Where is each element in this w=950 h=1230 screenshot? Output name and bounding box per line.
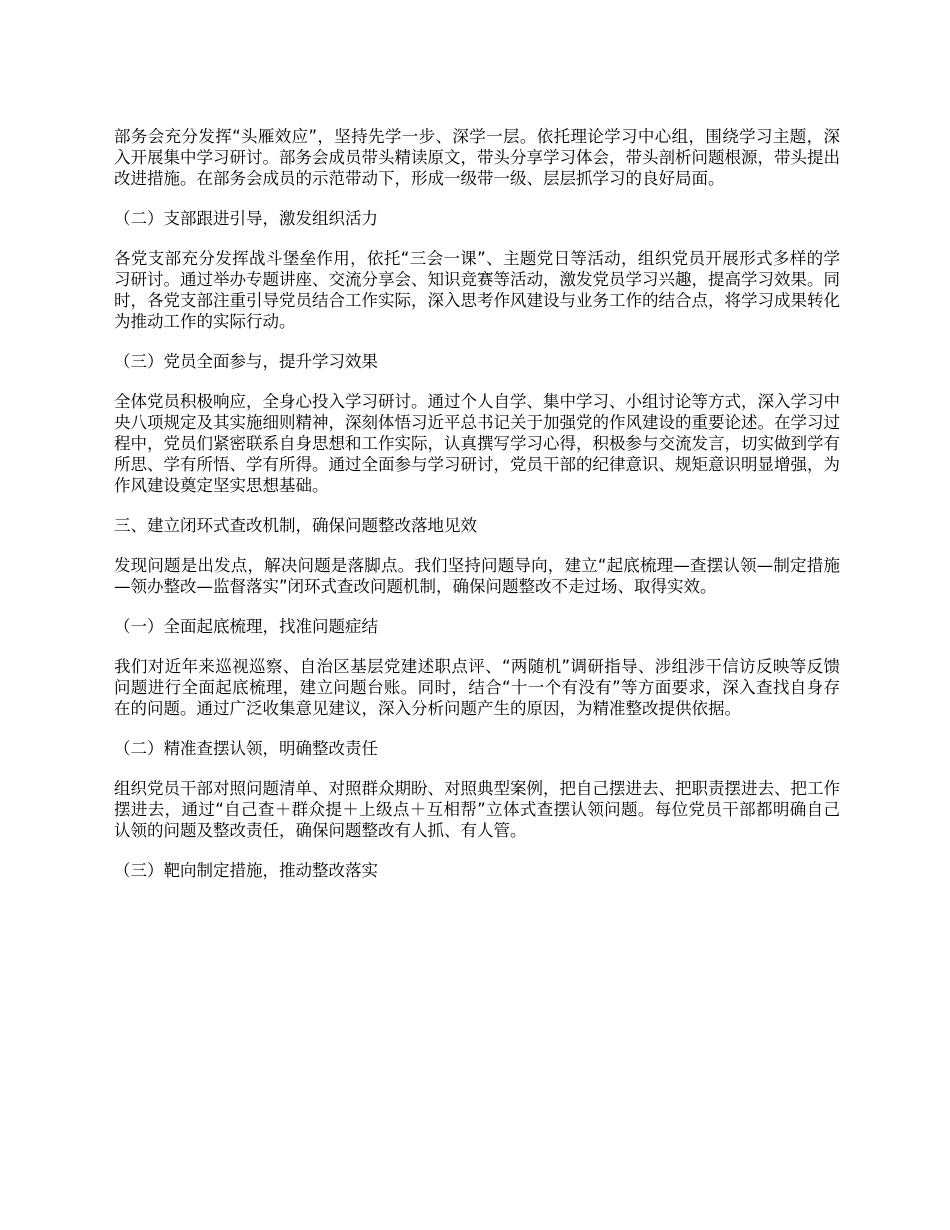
paragraph-branch-guidance: 各党支部充分发挥战斗堡垒作用，依托“三会一课”、主题党日等活动，组织党员开展形式多样的学习研讨。通过举办专题讲座、交流分享会、知识竞赛等活动，激发党员学习兴趣，提高学习效果。同时，各党支部注重引导党员结合工作实际，深入思考作风建设与业务工作的结合点，将学习成果转化为推动工作的实际行动。	[114, 249, 840, 331]
heading-precise-identification: （二）精准查摆认领，明确整改责任	[114, 739, 378, 758]
document-page	[114, 126, 840, 900]
heading-branch-guidance: （二）支部跟进引导，激发组织活力	[114, 209, 378, 228]
paragraph-section-three: 发现问题是出发点，解决问题是落脚点。我们坚持问题导向，建立“起底梳理—查摆认领—制定措施—领办整改—监督落实”闭环式查改问题机制，确保问题整改不走过场、取得实效。	[114, 556, 840, 596]
heading-member-participation: （三）党员全面参与，提升学习效果	[114, 352, 378, 371]
paragraph-member-participation: 全体党员积极响应，全身心投入学习研讨。通过个人自学、集中学习、小组讨论等方式，深入学习中央八项规定及其实施细则精神，深刻体悟习近平总书记关于加强党的作风建设的重要论述。在学习过程中，党员们紧密联系自身思想和工作实际，认真撰写学习心得，积极参与交流发言，切实做到学有所思、学有所悟、学有所得。通过全面参与学习研讨，党员干部的纪律意识、规矩意识明显增强，为作风建设奠定坚实思想基础。	[114, 392, 840, 495]
paragraph-comprehensive-review: 我们对近年来巡视巡察、自治区基层党建述职点评、“两随机”调研指导、涉组涉干信访反映等反馈问题进行全面起底梳理，建立问题台账。同时，结合“十一个有没有”等方面要求，深入查找自身存在的问题。通过广泛收集意见建议，深入分析问题产生的原因，为精准整改提供依据。	[114, 657, 840, 718]
heading-comprehensive-review: （一）全面起底梳理，找准问题症结	[114, 617, 378, 636]
paragraph-precise-identification: 组织党员干部对照问题清单、对照群众期盼、对照典型案例，把自己摆进去、把职责摆进去、把工作摆进去，通过“自己查＋群众提＋上级点＋互相帮”立体式查摆认领问题。每位党员干部都明确自己认领的问题及整改责任，确保问题整改有人抓、有人管。	[114, 779, 840, 840]
heading-section-three: 三、建立闭环式查改机制，确保问题整改落地见效	[114, 516, 477, 535]
heading-targeted-measures: （三）靶向制定措施，推动整改落实	[114, 861, 378, 880]
paragraph-leading-role: 部务会充分发挥“头雁效应”，坚持先学一步、深学一层。依托理论学习中心组，围绕学习主题，深入开展集中学习研讨。部务会成员带头精读原文，带头分享学习体会，带头剖析问题根源，带头提出改进措施。在部务会成员的示范带动下，形成一级带一级、层层抓学习的良好局面。	[114, 127, 840, 188]
